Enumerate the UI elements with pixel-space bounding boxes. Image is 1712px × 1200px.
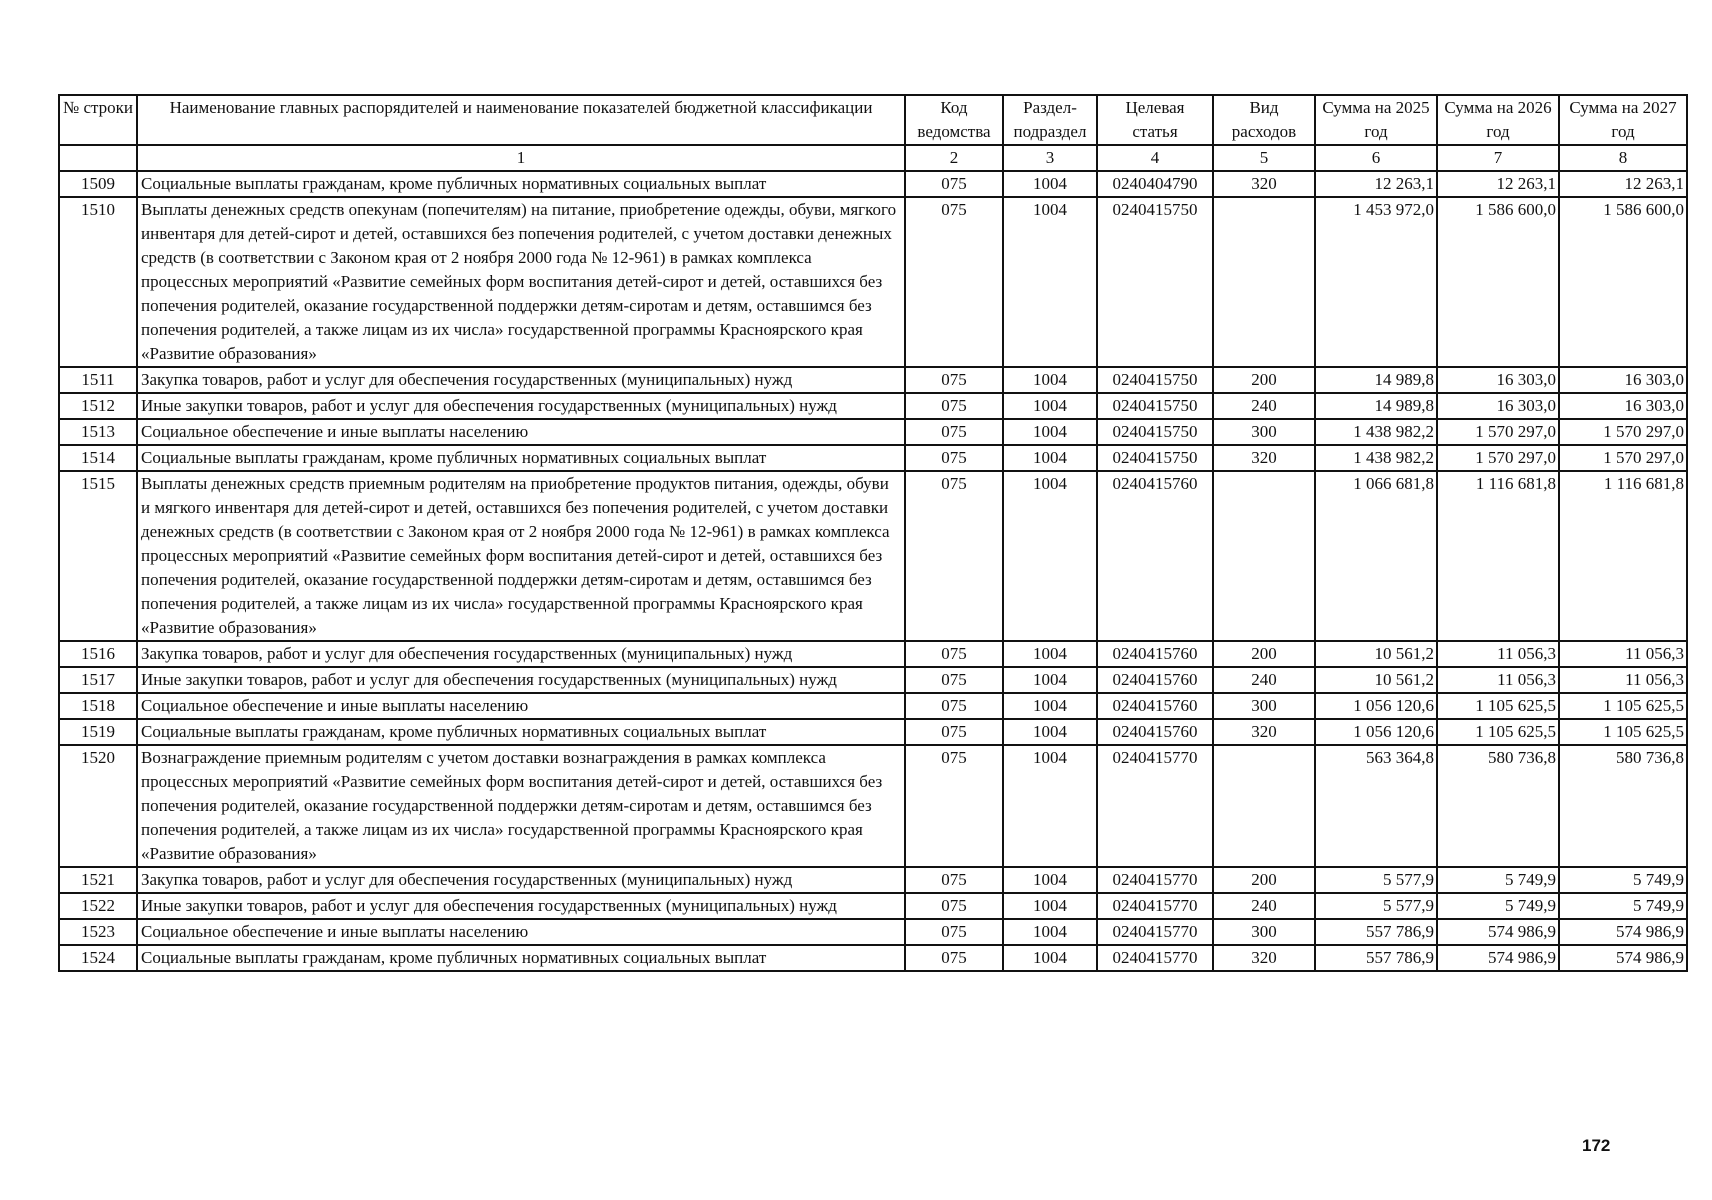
row-sum-2027-cell: 580 736,8 bbox=[1559, 745, 1687, 867]
row-dept-code-cell: 075 bbox=[905, 667, 1003, 693]
row-expense-type-cell: 200 bbox=[1213, 367, 1315, 393]
row-sum-2025-cell: 1 056 120,6 bbox=[1315, 693, 1437, 719]
column-index: 4 bbox=[1097, 145, 1213, 171]
row-number-cell: 1516 bbox=[59, 641, 137, 667]
row-sum-2025-cell: 557 786,9 bbox=[1315, 919, 1437, 945]
row-target-article-cell: 0240415760 bbox=[1097, 667, 1213, 693]
row-target-article-cell: 0240415760 bbox=[1097, 719, 1213, 745]
table-row bbox=[59, 867, 1687, 893]
table-row bbox=[59, 641, 1687, 667]
column-index: 2 bbox=[905, 145, 1003, 171]
row-sum-2027-cell: 16 303,0 bbox=[1559, 393, 1687, 419]
table-row bbox=[59, 445, 1687, 471]
row-number-cell: 1522 bbox=[59, 893, 137, 919]
row-target-article-cell: 0240415760 bbox=[1097, 641, 1213, 667]
row-sum-2026-cell: 16 303,0 bbox=[1437, 367, 1559, 393]
row-sum-2025-cell: 1 453 972,0 bbox=[1315, 197, 1437, 367]
row-sum-2027-cell: 5 749,9 bbox=[1559, 867, 1687, 893]
row-section-cell: 1004 bbox=[1003, 445, 1097, 471]
row-sum-2027-cell: 1 105 625,5 bbox=[1559, 719, 1687, 745]
header-sum-2025: Сумма на 2025 год bbox=[1315, 95, 1437, 145]
row-sum-2027-cell: 16 303,0 bbox=[1559, 367, 1687, 393]
row-number-cell: 1524 bbox=[59, 945, 137, 971]
row-sum-2027-cell: 1 586 600,0 bbox=[1559, 197, 1687, 367]
row-number-cell: 1509 bbox=[59, 171, 137, 197]
row-target-article-cell: 0240415770 bbox=[1097, 945, 1213, 971]
row-sum-2026-cell: 1 586 600,0 bbox=[1437, 197, 1559, 367]
row-sum-2025-cell: 14 989,8 bbox=[1315, 393, 1437, 419]
row-number-cell: 1513 bbox=[59, 419, 137, 445]
row-sum-2027-cell: 1 570 297,0 bbox=[1559, 445, 1687, 471]
table-row bbox=[59, 367, 1687, 393]
row-dept-code-cell: 075 bbox=[905, 945, 1003, 971]
row-expense-type-cell bbox=[1213, 745, 1315, 867]
row-dept-code-cell: 075 bbox=[905, 745, 1003, 867]
row-expense-type-cell: 240 bbox=[1213, 893, 1315, 919]
row-dept-code-cell: 075 bbox=[905, 419, 1003, 445]
row-target-article-cell: 0240415750 bbox=[1097, 393, 1213, 419]
row-section-cell: 1004 bbox=[1003, 667, 1097, 693]
row-name-cell: Выплаты денежных средств приемным родителям на приобретение продуктов питания, одежды, обуви и мягкого инвентаря для детей-сирот и детей, оставшихся без попечения родителей, с учетом доставки денежных средств (в соответствии с Законом края от 2 ноября 2000 года № 12-961) в рамках комплекса процессных мероприятий «Развитие семейных форм воспитания детей-сирот и детей, оставшихся без попечения родителей, оказание государственной поддержки детям-сиротам и детям, оставшимся без попечения родителей, а также лицам из их числа» государственной программы Красноярского края «Развитие образования» bbox=[137, 471, 905, 641]
budget-table-container bbox=[58, 94, 1686, 972]
row-number-cell: 1512 bbox=[59, 393, 137, 419]
row-section-cell: 1004 bbox=[1003, 719, 1097, 745]
row-name-cell: Социальное обеспечение и иные выплаты населению bbox=[137, 693, 905, 719]
table-row bbox=[59, 693, 1687, 719]
row-number-cell: 1517 bbox=[59, 667, 137, 693]
column-index: 5 bbox=[1213, 145, 1315, 171]
row-sum-2026-cell: 1 116 681,8 bbox=[1437, 471, 1559, 641]
row-sum-2026-cell: 5 749,9 bbox=[1437, 893, 1559, 919]
row-dept-code-cell: 075 bbox=[905, 719, 1003, 745]
row-dept-code-cell: 075 bbox=[905, 197, 1003, 367]
row-sum-2026-cell: 574 986,9 bbox=[1437, 919, 1559, 945]
row-name-cell: Социальное обеспечение и иные выплаты населению bbox=[137, 919, 905, 945]
row-target-article-cell: 0240415750 bbox=[1097, 445, 1213, 471]
table-row bbox=[59, 893, 1687, 919]
row-sum-2026-cell: 11 056,3 bbox=[1437, 641, 1559, 667]
row-sum-2027-cell: 11 056,3 bbox=[1559, 641, 1687, 667]
row-number-cell: 1514 bbox=[59, 445, 137, 471]
row-sum-2027-cell: 574 986,9 bbox=[1559, 945, 1687, 971]
row-sum-2026-cell: 12 263,1 bbox=[1437, 171, 1559, 197]
header-dept-code: Код ведомства bbox=[905, 95, 1003, 145]
table-row bbox=[59, 667, 1687, 693]
row-sum-2025-cell: 10 561,2 bbox=[1315, 667, 1437, 693]
row-sum-2025-cell: 1 066 681,8 bbox=[1315, 471, 1437, 641]
row-section-cell: 1004 bbox=[1003, 867, 1097, 893]
row-sum-2026-cell: 16 303,0 bbox=[1437, 393, 1559, 419]
row-section-cell: 1004 bbox=[1003, 393, 1097, 419]
row-dept-code-cell: 075 bbox=[905, 445, 1003, 471]
table-row bbox=[59, 919, 1687, 945]
row-expense-type-cell: 240 bbox=[1213, 393, 1315, 419]
row-section-cell: 1004 bbox=[1003, 693, 1097, 719]
row-dept-code-cell: 075 bbox=[905, 693, 1003, 719]
row-number-cell: 1520 bbox=[59, 745, 137, 867]
table-row bbox=[59, 197, 1687, 367]
header-target-article: Целевая статья bbox=[1097, 95, 1213, 145]
row-target-article-cell: 0240415760 bbox=[1097, 471, 1213, 641]
header-expense-type: Вид расходов bbox=[1213, 95, 1315, 145]
column-index-row bbox=[59, 145, 1687, 171]
column-index: 7 bbox=[1437, 145, 1559, 171]
row-section-cell: 1004 bbox=[1003, 641, 1097, 667]
row-sum-2027-cell: 12 263,1 bbox=[1559, 171, 1687, 197]
row-number-cell: 1519 bbox=[59, 719, 137, 745]
row-sum-2025-cell: 1 438 982,2 bbox=[1315, 419, 1437, 445]
row-sum-2026-cell: 11 056,3 bbox=[1437, 667, 1559, 693]
column-index-empty bbox=[59, 145, 137, 171]
row-sum-2026-cell: 1 570 297,0 bbox=[1437, 445, 1559, 471]
row-sum-2027-cell: 11 056,3 bbox=[1559, 667, 1687, 693]
row-name-cell: Иные закупки товаров, работ и услуг для обеспечения государственных (муниципальных) нужд bbox=[137, 893, 905, 919]
column-index: 8 bbox=[1559, 145, 1687, 171]
row-name-cell: Закупка товаров, работ и услуг для обеспечения государственных (муниципальных) нужд bbox=[137, 367, 905, 393]
row-name-cell: Социальные выплаты гражданам, кроме публичных нормативных социальных выплат bbox=[137, 945, 905, 971]
row-expense-type-cell: 300 bbox=[1213, 919, 1315, 945]
row-sum-2027-cell: 5 749,9 bbox=[1559, 893, 1687, 919]
header-section: Раздел-подраздел bbox=[1003, 95, 1097, 145]
row-sum-2027-cell: 1 570 297,0 bbox=[1559, 419, 1687, 445]
row-name-cell: Закупка товаров, работ и услуг для обеспечения государственных (муниципальных) нужд bbox=[137, 641, 905, 667]
row-target-article-cell: 0240415750 bbox=[1097, 419, 1213, 445]
column-index: 1 bbox=[137, 145, 905, 171]
row-sum-2027-cell: 1 105 625,5 bbox=[1559, 693, 1687, 719]
row-number-cell: 1515 bbox=[59, 471, 137, 641]
table-body bbox=[59, 171, 1687, 971]
row-expense-type-cell: 320 bbox=[1213, 445, 1315, 471]
row-number-cell: 1511 bbox=[59, 367, 137, 393]
row-expense-type-cell: 300 bbox=[1213, 419, 1315, 445]
row-sum-2025-cell: 1 056 120,6 bbox=[1315, 719, 1437, 745]
row-name-cell: Социальное обеспечение и иные выплаты населению bbox=[137, 419, 905, 445]
row-sum-2025-cell: 12 263,1 bbox=[1315, 171, 1437, 197]
row-section-cell: 1004 bbox=[1003, 745, 1097, 867]
row-target-article-cell: 0240415770 bbox=[1097, 867, 1213, 893]
row-sum-2025-cell: 5 577,9 bbox=[1315, 867, 1437, 893]
row-name-cell: Социальные выплаты гражданам, кроме публичных нормативных социальных выплат bbox=[137, 171, 905, 197]
row-dept-code-cell: 075 bbox=[905, 393, 1003, 419]
row-dept-code-cell: 075 bbox=[905, 893, 1003, 919]
row-section-cell: 1004 bbox=[1003, 367, 1097, 393]
row-sum-2027-cell: 1 116 681,8 bbox=[1559, 471, 1687, 641]
column-index: 6 bbox=[1315, 145, 1437, 171]
row-sum-2026-cell: 1 570 297,0 bbox=[1437, 419, 1559, 445]
row-sum-2027-cell: 574 986,9 bbox=[1559, 919, 1687, 945]
row-expense-type-cell: 320 bbox=[1213, 171, 1315, 197]
row-section-cell: 1004 bbox=[1003, 893, 1097, 919]
row-dept-code-cell: 075 bbox=[905, 867, 1003, 893]
row-sum-2026-cell: 1 105 625,5 bbox=[1437, 693, 1559, 719]
row-section-cell: 1004 bbox=[1003, 197, 1097, 367]
table-row bbox=[59, 393, 1687, 419]
row-name-cell: Вознаграждение приемным родителям с учетом доставки вознаграждения в рамках комплекса процессных мероприятий «Развитие семейных форм воспитания детей-сирот и детей, оставшихся без попечения родителей, оказание государственной поддержки детям-сиротам и детям, оставшимся без попечения родителей, а также лицам из их числа» государственной программы Красноярского края «Развитие образования» bbox=[137, 745, 905, 867]
row-sum-2026-cell: 5 749,9 bbox=[1437, 867, 1559, 893]
row-target-article-cell: 0240415760 bbox=[1097, 693, 1213, 719]
row-sum-2025-cell: 10 561,2 bbox=[1315, 641, 1437, 667]
row-target-article-cell: 0240415750 bbox=[1097, 367, 1213, 393]
row-target-article-cell: 0240404790 bbox=[1097, 171, 1213, 197]
row-name-cell: Социальные выплаты гражданам, кроме публичных нормативных социальных выплат bbox=[137, 445, 905, 471]
row-name-cell: Иные закупки товаров, работ и услуг для обеспечения государственных (муниципальных) нужд bbox=[137, 393, 905, 419]
header-row-number: № строки bbox=[59, 95, 137, 145]
row-section-cell: 1004 bbox=[1003, 419, 1097, 445]
row-expense-type-cell: 320 bbox=[1213, 945, 1315, 971]
row-expense-type-cell: 200 bbox=[1213, 641, 1315, 667]
row-number-cell: 1521 bbox=[59, 867, 137, 893]
row-name-cell: Социальные выплаты гражданам, кроме публичных нормативных социальных выплат bbox=[137, 719, 905, 745]
row-name-cell: Закупка товаров, работ и услуг для обеспечения государственных (муниципальных) нужд bbox=[137, 867, 905, 893]
row-sum-2025-cell: 5 577,9 bbox=[1315, 893, 1437, 919]
row-dept-code-cell: 075 bbox=[905, 367, 1003, 393]
row-dept-code-cell: 075 bbox=[905, 171, 1003, 197]
row-sum-2026-cell: 1 105 625,5 bbox=[1437, 719, 1559, 745]
column-index: 3 bbox=[1003, 145, 1097, 171]
row-section-cell: 1004 bbox=[1003, 919, 1097, 945]
row-sum-2025-cell: 14 989,8 bbox=[1315, 367, 1437, 393]
header-sum-2026: Сумма на 2026 год bbox=[1437, 95, 1559, 145]
row-section-cell: 1004 bbox=[1003, 471, 1097, 641]
table-row bbox=[59, 719, 1687, 745]
row-target-article-cell: 0240415750 bbox=[1097, 197, 1213, 367]
row-number-cell: 1510 bbox=[59, 197, 137, 367]
row-sum-2026-cell: 574 986,9 bbox=[1437, 945, 1559, 971]
header-row bbox=[59, 95, 1687, 145]
table-row bbox=[59, 471, 1687, 641]
row-sum-2025-cell: 1 438 982,2 bbox=[1315, 445, 1437, 471]
row-expense-type-cell: 300 bbox=[1213, 693, 1315, 719]
header-sum-2027: Сумма на 2027 год bbox=[1559, 95, 1687, 145]
row-name-cell: Выплаты денежных средств опекунам (попечителям) на питание, приобретение одежды, обуви, мягкого инвентаря для детей-сирот и детей, оставшихся без попечения родителей, с учетом доставки денежных средств (в соответствии с Законом края от 2 ноября 2000 года № 12-961) в рамках комплекса процессных мероприятий «Развитие семейных форм воспитания детей-сирот и детей, оставшихся без попечения родителей, оказание государственной поддержки детям-сиротам и детям, оставшимся без попечения родителей, а также лицам из их числа» государственной программы Красноярского края «Развитие образования» bbox=[137, 197, 905, 367]
table-row bbox=[59, 945, 1687, 971]
row-section-cell: 1004 bbox=[1003, 945, 1097, 971]
table-row bbox=[59, 171, 1687, 197]
row-expense-type-cell bbox=[1213, 471, 1315, 641]
row-expense-type-cell: 320 bbox=[1213, 719, 1315, 745]
row-sum-2026-cell: 580 736,8 bbox=[1437, 745, 1559, 867]
table-row bbox=[59, 745, 1687, 867]
budget-table bbox=[58, 94, 1688, 972]
row-dept-code-cell: 075 bbox=[905, 471, 1003, 641]
page-number: 172 bbox=[1582, 1136, 1611, 1155]
row-dept-code-cell: 075 bbox=[905, 919, 1003, 945]
row-number-cell: 1523 bbox=[59, 919, 137, 945]
row-sum-2025-cell: 557 786,9 bbox=[1315, 945, 1437, 971]
row-expense-type-cell: 240 bbox=[1213, 667, 1315, 693]
row-target-article-cell: 0240415770 bbox=[1097, 745, 1213, 867]
table-row bbox=[59, 419, 1687, 445]
row-dept-code-cell: 075 bbox=[905, 641, 1003, 667]
row-expense-type-cell bbox=[1213, 197, 1315, 367]
header-name: Наименование главных распорядителей и наименование показателей бюджетной классификации bbox=[137, 95, 905, 145]
row-number-cell: 1518 bbox=[59, 693, 137, 719]
row-section-cell: 1004 bbox=[1003, 171, 1097, 197]
row-expense-type-cell: 200 bbox=[1213, 867, 1315, 893]
row-target-article-cell: 0240415770 bbox=[1097, 919, 1213, 945]
row-target-article-cell: 0240415770 bbox=[1097, 893, 1213, 919]
row-sum-2025-cell: 563 364,8 bbox=[1315, 745, 1437, 867]
row-name-cell: Иные закупки товаров, работ и услуг для обеспечения государственных (муниципальных) нужд bbox=[137, 667, 905, 693]
